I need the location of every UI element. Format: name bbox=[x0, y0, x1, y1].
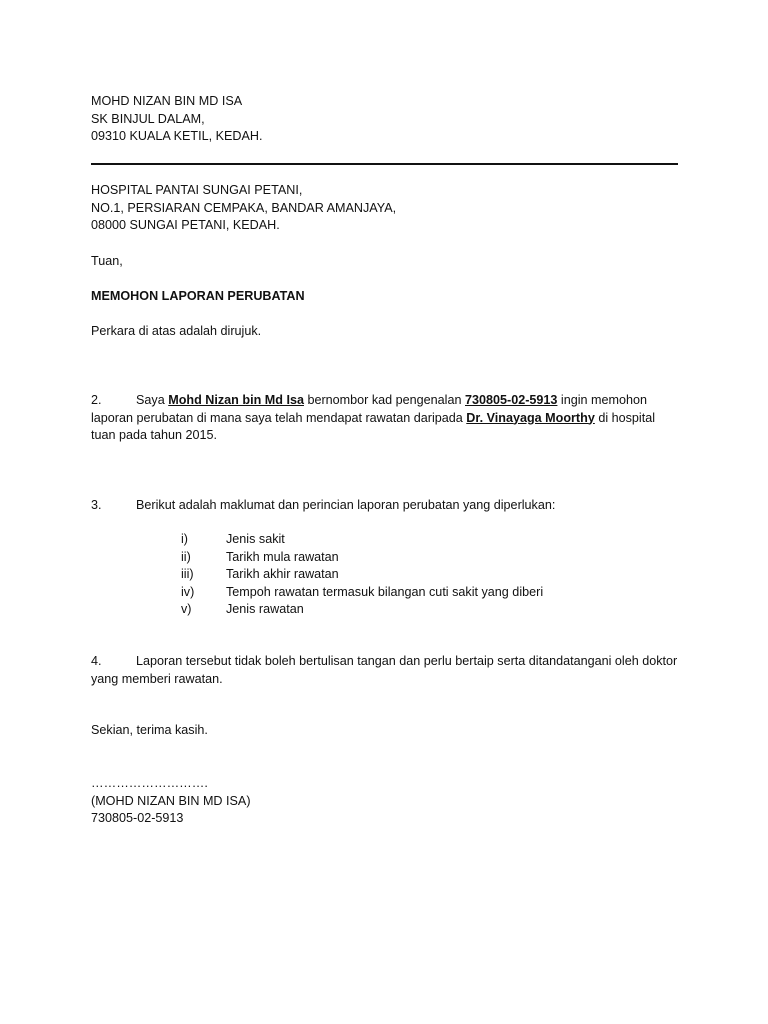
signatory-name: (MOHD NIZAN BIN MD ISA) bbox=[91, 793, 251, 808]
recipient-line: NO.1, PERSIARAN CEMPAKA, BANDAR AMANJAYA, bbox=[91, 200, 397, 215]
paragraph-number: 3. bbox=[91, 498, 102, 512]
signatory-ic: 730805-02-5913 bbox=[91, 811, 184, 825]
paragraph-text: Laporan tersebut tidak boleh bertulisan tangan dan perlu bertaip serta ditandatangani oleh doktor yang memberi rawatan. bbox=[91, 654, 678, 686]
recipient-line: HOSPITAL PANTAI SUNGAI PETANI, bbox=[91, 183, 303, 197]
list-item-number: iv) bbox=[181, 584, 195, 599]
paragraph-2 bbox=[91, 392, 681, 445]
sender-line: SK BINJUL DALAM, bbox=[91, 111, 205, 126]
closing-text: Sekian, terima kasih. bbox=[91, 723, 208, 737]
signature-block bbox=[91, 775, 681, 828]
paragraph-text: di hospital tuan pada tahun 2015. bbox=[91, 410, 656, 442]
intro-text: Perkara di atas adalah dirujuk. bbox=[91, 324, 262, 338]
list-item bbox=[181, 601, 304, 619]
list-item bbox=[181, 531, 285, 549]
list-item-number: v) bbox=[181, 602, 192, 616]
paragraph-3 bbox=[91, 497, 681, 515]
signature-line: ………………………. bbox=[91, 776, 208, 790]
list-item-text: Jenis rawatan bbox=[226, 602, 304, 616]
ic-number: 730805-02-5913 bbox=[465, 393, 558, 407]
list-item-text: Tarikh akhir rawatan bbox=[226, 567, 339, 581]
paragraph-number: 2. bbox=[91, 393, 102, 407]
letterhead-divider bbox=[91, 163, 678, 165]
list-item-text: Tempoh rawatan termasuk bilangan cuti sakit yang diberi bbox=[226, 584, 544, 599]
sender-line: MOHD NIZAN BIN MD ISA bbox=[91, 94, 243, 108]
list-item-text: Tarikh mula rawatan bbox=[226, 549, 339, 564]
paragraph-number: 4. bbox=[91, 654, 102, 668]
paragraph-text: bernombor kad pengenalan bbox=[303, 393, 465, 407]
list-item-number: i) bbox=[181, 532, 188, 546]
salutation: Tuan, bbox=[91, 254, 123, 268]
list-item bbox=[181, 584, 543, 602]
sender-line: 09310 KUALA KETIL, KEDAH. bbox=[91, 129, 263, 143]
paragraph-text: ingin memohon laporan perubatan di mana saya telah mendapat rawatan daripada bbox=[91, 393, 648, 425]
subject-heading: MEMOHON LAPORAN PERUBATAN bbox=[91, 289, 305, 303]
list-item-number: iii) bbox=[181, 567, 194, 581]
recipient-line: 08000 SUNGAI PETANI, KEDAH. bbox=[91, 218, 280, 232]
paragraph-text: Berikut adalah maklumat dan perincian laporan perubatan yang diperlukan: bbox=[136, 498, 556, 512]
sender-address bbox=[91, 93, 681, 146]
list-item bbox=[181, 549, 339, 567]
paragraph-text: Saya bbox=[136, 393, 169, 407]
list-item-text: Jenis sakit bbox=[226, 532, 285, 546]
doctor-name: Dr. Vinayaga Moorthy bbox=[466, 410, 595, 425]
paragraph-4 bbox=[91, 653, 681, 688]
applicant-name: Mohd Nizan bin Md Isa bbox=[168, 393, 304, 407]
recipient-address bbox=[91, 182, 681, 235]
list-item bbox=[181, 566, 339, 584]
list-item-number: ii) bbox=[181, 549, 191, 564]
